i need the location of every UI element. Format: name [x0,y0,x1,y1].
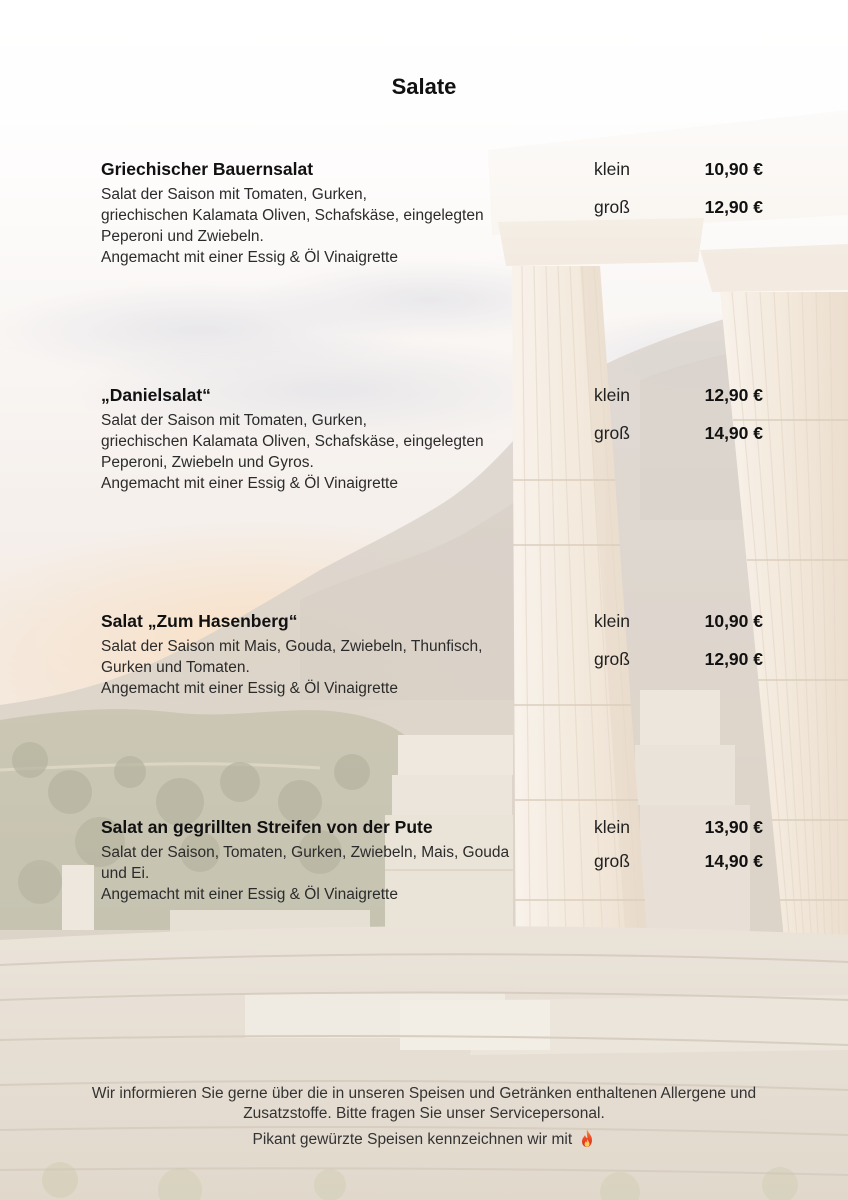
price-row [594,384,763,406]
menu-item [101,816,571,905]
description-line: griechischen Kalamata Oliven, Schafskäse, eingelegten [101,433,484,450]
menu-item-description [101,410,571,494]
description-line: Salat der Saison mit Tomaten, Gurken, [101,412,367,429]
menu-item-description [101,636,571,699]
price-value: 10,90 € [704,611,763,631]
price-row [594,816,763,838]
price-list [594,158,763,234]
price-row [594,648,763,670]
size-label: groß [594,197,630,217]
size-label: klein [594,611,630,631]
description-line: Salat der Saison mit Mais, Gouda, Zwiebeln, Thunfisch, [101,638,483,655]
page-title: Salate [391,74,457,99]
description-line: Angemacht mit einer Essig & Öl Vinaigrette [101,886,398,903]
allergen-notice [0,1084,848,1150]
price-value: 10,90 € [704,159,763,179]
price-value: 14,90 € [704,851,763,871]
price-row [594,610,763,632]
description-line: Salat der Saison, Tomaten, Gurken, Zwiebeln, Mais, Gouda [101,844,510,861]
menu-item [101,610,571,699]
menu-item-name: Griechischer Bauernsalat [101,159,314,179]
size-label: klein [594,817,630,837]
spicy-note [0,1128,848,1150]
description-line: Angemacht mit einer Essig & Öl Vinaigrette [101,249,398,266]
allergen-line: Zusatzstoffe. Bitte fragen Sie unser Servicepersonal. [243,1105,605,1122]
size-label: klein [594,159,630,179]
price-value: 13,90 € [704,817,763,837]
menu-item [101,158,571,268]
menu-item-name: „Danielsalat“ [101,385,211,405]
description-line: und Ei. [101,865,150,882]
size-label: groß [594,649,630,669]
price-value: 14,90 € [704,423,763,443]
description-line: Peperoni und Zwiebeln. [101,228,264,245]
size-label: klein [594,385,630,405]
menu-item-name: Salat an gegrillten Streifen von der Pute [101,817,433,837]
size-label: groß [594,423,630,443]
description-line: Gurken und Tomaten. [101,659,250,676]
description-line: Angemacht mit einer Essig & Öl Vinaigrette [101,680,398,697]
fire-icon [579,1128,595,1148]
menu-item-description [101,184,571,268]
price-value: 12,90 € [704,385,763,405]
price-row [594,850,763,872]
description-line: Angemacht mit einer Essig & Öl Vinaigrette [101,475,398,492]
price-row [594,422,763,444]
description-line: Peperoni, Zwiebeln und Gyros. [101,454,314,471]
size-label: groß [594,851,630,871]
menu-item-description [101,842,571,905]
price-row [594,158,763,180]
description-line: griechischen Kalamata Oliven, Schafskäse, eingelegten [101,207,484,224]
allergen-line: Wir informieren Sie gerne über die in unseren Speisen und Getränken enthaltenen Allergene und [91,1085,757,1102]
price-row [594,196,763,218]
menu-item-name: Salat „Zum Hasenberg“ [101,611,298,631]
price-list [594,816,763,884]
price-value: 12,90 € [704,649,763,669]
price-value: 12,90 € [704,197,763,217]
description-line: Salat der Saison mit Tomaten, Gurken, [101,186,367,203]
price-list [594,610,763,686]
spicy-note-text: Pikant gewürzte Speisen kennzeichnen wir mit [252,1131,573,1148]
menu-item [101,384,571,494]
price-list [594,384,763,460]
